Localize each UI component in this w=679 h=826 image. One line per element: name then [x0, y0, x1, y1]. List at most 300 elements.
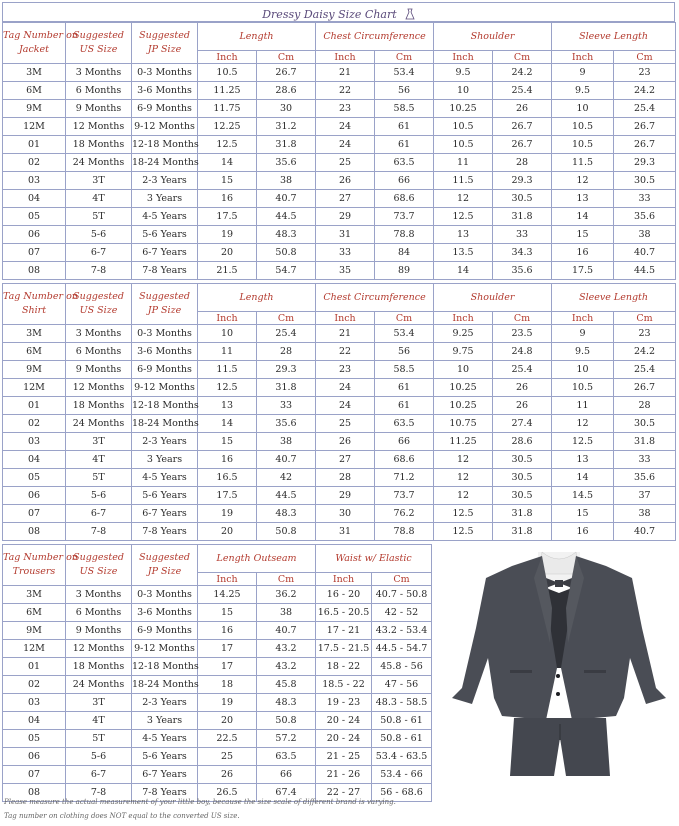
table-cell: 45.8 - 56 [372, 658, 432, 676]
table-cell: 68.6 [375, 451, 434, 469]
table-cell: 24.2 [493, 64, 552, 82]
table-cell: 66 [375, 433, 434, 451]
table-cell: 12 [434, 190, 493, 208]
table-cell: 26.7 [493, 118, 552, 136]
table-cell: 28.6 [257, 82, 316, 100]
table-row [3, 136, 676, 154]
table-cell: 16 [552, 244, 614, 262]
table-row [3, 379, 676, 397]
table-cell: 7-8 [66, 523, 132, 541]
table-cell: 07 [3, 505, 66, 523]
table-cell: 4T [66, 190, 132, 208]
chart-title-bar [2, 2, 675, 22]
shirt-rows [3, 325, 676, 541]
table-cell: 08 [3, 784, 66, 802]
table-cell: 9.5 [552, 343, 614, 361]
table-cell: 3M [3, 586, 66, 604]
jacket-size-table [2, 22, 676, 280]
table-cell: 40.7 [257, 451, 316, 469]
table-cell: 12.5 [434, 505, 493, 523]
table-cell: 4-5 Years [132, 730, 198, 748]
table-cell: 53.4 [375, 64, 434, 82]
table-row [3, 433, 676, 451]
table-cell: 9-12 Months [132, 379, 198, 397]
table-cell: 30.5 [493, 487, 552, 505]
table-cell: 25.4 [257, 325, 316, 343]
table-cell: 14 [552, 469, 614, 487]
table-cell: 05 [3, 469, 66, 487]
table-cell: 2-3 Years [132, 694, 198, 712]
table-cell: 35.6 [614, 469, 676, 487]
inch-unit-label: Inch [198, 312, 257, 325]
table-cell: 24 Months [66, 415, 132, 433]
table-cell: 53.4 [375, 325, 434, 343]
table-cell: 3-6 Months [132, 604, 198, 622]
table-cell: 11.25 [434, 433, 493, 451]
table-cell: 56 [375, 343, 434, 361]
table-cell: 35 [316, 262, 375, 280]
table-cell: 13.5 [434, 244, 493, 262]
table-cell: 50.8 [257, 244, 316, 262]
table-cell: 3 Months [66, 586, 132, 604]
sleeve-header: Sleeve Length [552, 284, 676, 312]
shirt-size-table [2, 283, 676, 541]
table-cell: 29.3 [257, 361, 316, 379]
table-cell: 50.8 [257, 712, 316, 730]
inch-unit-label: Inch [434, 51, 493, 64]
table-cell: 11.25 [198, 82, 257, 100]
table-row [3, 64, 676, 82]
table-cell: 50.8 - 61 [372, 730, 432, 748]
measurement-footnote: Please measure the actual measurement of your little boy, because the size scale of different brand is varying. [4, 798, 396, 806]
table-cell: 30.5 [493, 469, 552, 487]
table-cell: 63.5 [375, 154, 434, 172]
table-cell: 23 [614, 64, 676, 82]
table-cell: 12-18 Months [132, 136, 198, 154]
table-cell: 44.5 [257, 487, 316, 505]
table-cell: 3T [66, 172, 132, 190]
cm-unit-label: Cm [257, 51, 316, 64]
table-cell: 9-12 Months [132, 118, 198, 136]
table-cell: 14.5 [552, 487, 614, 505]
table-row [3, 505, 676, 523]
table-row [3, 640, 432, 658]
table-cell: 54.7 [257, 262, 316, 280]
table-row [3, 361, 676, 379]
table-cell: 10.75 [434, 415, 493, 433]
table-cell: 26.7 [614, 379, 676, 397]
table-cell: 9 [552, 325, 614, 343]
table-cell: 9.5 [434, 64, 493, 82]
table-cell: 06 [3, 226, 66, 244]
table-cell: 10.5 [552, 379, 614, 397]
table-cell: 16 [198, 622, 257, 640]
table-cell: 9 Months [66, 622, 132, 640]
length-outseam-header: Length Outseam [198, 545, 316, 573]
table-cell: 38 [614, 226, 676, 244]
table-cell: 12 [434, 451, 493, 469]
table-cell: 18 [198, 676, 257, 694]
table-cell: 42 - 52 [372, 604, 432, 622]
table-cell: 06 [3, 748, 66, 766]
cm-unit-label: Cm [493, 312, 552, 325]
table-cell: 28 [257, 343, 316, 361]
table-cell: 36.2 [257, 586, 316, 604]
table-cell: 01 [3, 658, 66, 676]
table-cell: 10 [198, 325, 257, 343]
cm-unit-label: Cm [257, 573, 316, 586]
table-cell: 43.2 [257, 640, 316, 658]
table-cell: 12 [552, 415, 614, 433]
table-cell: 07 [3, 244, 66, 262]
tag-number-footnote: Tag number on clothing does NOT equal to the converted US size. [4, 812, 240, 820]
table-cell: 6-7 [66, 244, 132, 262]
table-cell: 4T [66, 451, 132, 469]
table-cell: 31.8 [257, 136, 316, 154]
table-cell: 61 [375, 136, 434, 154]
table-row [3, 118, 676, 136]
table-cell: 3 Years [132, 451, 198, 469]
table-cell: 3-6 Months [132, 343, 198, 361]
table-row [3, 100, 676, 118]
table-cell: 6-7 [66, 766, 132, 784]
table-cell: 11 [434, 154, 493, 172]
table-cell: 61 [375, 397, 434, 415]
table-cell: 5T [66, 730, 132, 748]
table-cell: 16 - 20 [316, 586, 372, 604]
table-cell: 11.5 [198, 361, 257, 379]
table-cell: 22 - 27 [316, 784, 372, 802]
table-row [3, 226, 676, 244]
table-cell: 45.8 [257, 676, 316, 694]
table-cell: 35.6 [614, 208, 676, 226]
table-cell: 10.5 [434, 136, 493, 154]
table-cell: 14 [552, 208, 614, 226]
table-cell: 06 [3, 487, 66, 505]
table-cell: 01 [3, 136, 66, 154]
table-cell: 18 Months [66, 658, 132, 676]
table-cell: 35.6 [257, 154, 316, 172]
table-cell: 22 [316, 343, 375, 361]
cm-unit-label: Cm [493, 51, 552, 64]
table-cell: 15 [552, 226, 614, 244]
inch-unit-label: Inch [316, 51, 375, 64]
table-cell: 12-18 Months [132, 658, 198, 676]
table-cell: 08 [3, 262, 66, 280]
table-cell: 31.8 [493, 505, 552, 523]
table-cell: 28 [316, 469, 375, 487]
table-cell: 9M [3, 100, 66, 118]
table-cell: 40.7 - 50.8 [372, 586, 432, 604]
table-row [3, 694, 432, 712]
table-cell: 29 [316, 208, 375, 226]
table-cell: 25.4 [614, 361, 676, 379]
table-cell: 04 [3, 712, 66, 730]
table-cell: 63.5 [375, 415, 434, 433]
table-cell: 0-3 Months [132, 64, 198, 82]
table-cell: 2-3 Years [132, 433, 198, 451]
table-cell: 12 [434, 469, 493, 487]
table-cell: 26 [316, 172, 375, 190]
table-cell: 89 [375, 262, 434, 280]
table-cell: 21.5 [198, 262, 257, 280]
table-cell: 40.7 [614, 523, 676, 541]
table-cell: 3-6 Months [132, 82, 198, 100]
table-cell: 7-8 Years [132, 262, 198, 280]
table-cell: 42 [257, 469, 316, 487]
table-cell: 10 [552, 361, 614, 379]
table-cell: 27 [316, 190, 375, 208]
table-cell: 9M [3, 361, 66, 379]
table-cell: 3 Months [66, 64, 132, 82]
table-cell: 73.7 [375, 208, 434, 226]
cm-unit-label: Cm [375, 312, 434, 325]
table-cell: 5-6 [66, 748, 132, 766]
table-cell: 6-7 Years [132, 244, 198, 262]
us-size-header: Suggested US Size [66, 545, 132, 586]
table-cell: 58.5 [375, 100, 434, 118]
table-cell: 26 [493, 397, 552, 415]
table-cell: 28 [493, 154, 552, 172]
table-cell: 3 Years [132, 190, 198, 208]
tag-number-header: Tag Number on Shirt [3, 284, 66, 325]
table-cell: 6-7 Years [132, 505, 198, 523]
table-cell: 12M [3, 118, 66, 136]
table-cell: 48.3 [257, 505, 316, 523]
table-cell: 02 [3, 676, 66, 694]
table-row [3, 658, 432, 676]
table-cell: 12 [434, 487, 493, 505]
length-header: Length [198, 23, 316, 51]
inch-unit-label: Inch [552, 51, 614, 64]
boys-suit-image [442, 548, 676, 778]
table-cell: 15 [198, 604, 257, 622]
table-cell: 61 [375, 379, 434, 397]
table-cell: 23 [316, 361, 375, 379]
table-cell: 9 Months [66, 361, 132, 379]
jacket-rows [3, 64, 676, 280]
table-cell: 26 [198, 766, 257, 784]
table-cell: 01 [3, 397, 66, 415]
table-cell: 3T [66, 433, 132, 451]
table-row [3, 712, 432, 730]
table-cell: 84 [375, 244, 434, 262]
table-row [3, 676, 432, 694]
table-row [3, 730, 432, 748]
table-cell: 12.25 [198, 118, 257, 136]
table-cell: 26 [493, 100, 552, 118]
jp-size-header: Suggested JP Size [132, 284, 198, 325]
table-cell: 18-24 Months [132, 676, 198, 694]
tag-number-header: Tag Number on Trousers [3, 545, 66, 586]
table-cell: 5T [66, 469, 132, 487]
table-cell: 4-5 Years [132, 208, 198, 226]
table-cell: 78.8 [375, 226, 434, 244]
table-cell: 29 [316, 487, 375, 505]
table-cell: 33 [614, 190, 676, 208]
table-cell: 13 [552, 451, 614, 469]
table-cell: 7-8 Years [132, 523, 198, 541]
jp-size-header: Suggested JP Size [132, 545, 198, 586]
table-cell: 13 [198, 397, 257, 415]
table-cell: 07 [3, 766, 66, 784]
table-row [3, 415, 676, 433]
table-cell: 5-6 [66, 487, 132, 505]
chest-header: Chest Circumference [316, 23, 434, 51]
table-cell: 76.2 [375, 505, 434, 523]
table-cell: 35.6 [493, 262, 552, 280]
table-cell: 25 [198, 748, 257, 766]
table-cell: 26.7 [614, 136, 676, 154]
table-cell: 44.5 - 54.7 [372, 640, 432, 658]
table-cell: 22 [316, 82, 375, 100]
table-cell: 30 [257, 100, 316, 118]
table-cell: 44.5 [614, 262, 676, 280]
table-cell: 28 [614, 397, 676, 415]
table-row [3, 586, 432, 604]
table-cell: 3 Years [132, 712, 198, 730]
table-cell: 11 [552, 397, 614, 415]
table-cell: 6-9 Months [132, 100, 198, 118]
table-cell: 03 [3, 433, 66, 451]
table-cell: 48.3 - 58.5 [372, 694, 432, 712]
table-cell: 12M [3, 379, 66, 397]
table-cell: 40.7 [614, 244, 676, 262]
table-cell: 12 Months [66, 640, 132, 658]
table-row [3, 523, 676, 541]
table-cell: 9.75 [434, 343, 493, 361]
sleeve-header: Sleeve Length [552, 23, 676, 51]
table-cell: 04 [3, 190, 66, 208]
table-cell: 38 [257, 433, 316, 451]
table-cell: 26.5 [198, 784, 257, 802]
table-cell: 12 Months [66, 118, 132, 136]
table-cell: 14 [198, 154, 257, 172]
table-cell: 18 Months [66, 397, 132, 415]
table-cell: 19 [198, 226, 257, 244]
table-row [3, 154, 676, 172]
table-cell: 10.25 [434, 397, 493, 415]
table-row [3, 451, 676, 469]
table-cell: 73.7 [375, 487, 434, 505]
table-cell: 15 [552, 505, 614, 523]
table-cell: 24.8 [493, 343, 552, 361]
table-cell: 7-8 [66, 262, 132, 280]
table-cell: 20 [198, 712, 257, 730]
table-cell: 34.3 [493, 244, 552, 262]
table-cell: 26 [316, 433, 375, 451]
table-cell: 10 [552, 100, 614, 118]
table-cell: 3M [3, 325, 66, 343]
table-cell: 31.8 [493, 523, 552, 541]
table-cell: 35.6 [257, 415, 316, 433]
table-cell: 13 [434, 226, 493, 244]
table-cell: 17 [198, 640, 257, 658]
table-cell: 6-9 Months [132, 361, 198, 379]
cm-unit-label: Cm [257, 312, 316, 325]
table-cell: 28.6 [493, 433, 552, 451]
table-cell: 24 [316, 136, 375, 154]
table-cell: 23 [614, 325, 676, 343]
table-cell: 11.5 [552, 154, 614, 172]
table-cell: 25 [316, 154, 375, 172]
table-cell: 33 [493, 226, 552, 244]
table-cell: 25.4 [493, 82, 552, 100]
table-cell: 6-9 Months [132, 622, 198, 640]
table-cell: 17.5 [198, 208, 257, 226]
table-cell: 18 - 22 [316, 658, 372, 676]
inch-unit-label: Inch [198, 51, 257, 64]
table-cell: 6M [3, 82, 66, 100]
cm-unit-label: Cm [614, 312, 676, 325]
table-cell: 30.5 [614, 172, 676, 190]
table-row [3, 208, 676, 226]
table-cell: 6M [3, 604, 66, 622]
chest-header: Chest Circumference [316, 284, 434, 312]
table-cell: 04 [3, 451, 66, 469]
table-cell: 3T [66, 694, 132, 712]
table-cell: 17.5 - 21.5 [316, 640, 372, 658]
cm-unit-label: Cm [375, 51, 434, 64]
table-cell: 10.25 [434, 379, 493, 397]
table-cell: 50.8 [257, 523, 316, 541]
table-cell: 23 [316, 100, 375, 118]
table-cell: 66 [375, 172, 434, 190]
table-cell: 40.7 [257, 622, 316, 640]
table-cell: 3M [3, 64, 66, 82]
table-cell: 6-7 [66, 505, 132, 523]
table-cell: 9 [552, 64, 614, 82]
table-cell: 5-6 Years [132, 748, 198, 766]
table-cell: 33 [257, 397, 316, 415]
table-cell: 43.2 - 53.4 [372, 622, 432, 640]
table-cell: 24 [316, 379, 375, 397]
table-cell: 27.4 [493, 415, 552, 433]
table-cell: 31.8 [614, 433, 676, 451]
cm-unit-label: Cm [614, 51, 676, 64]
table-row [3, 343, 676, 361]
table-row [3, 325, 676, 343]
table-row [3, 766, 432, 784]
table-cell: 5-6 Years [132, 487, 198, 505]
table-cell: 30.5 [614, 415, 676, 433]
table-cell: 12.5 [434, 208, 493, 226]
table-cell: 18.5 - 22 [316, 676, 372, 694]
table-cell: 03 [3, 172, 66, 190]
table-cell: 31 [316, 523, 375, 541]
inch-unit-label: Inch [434, 312, 493, 325]
table-cell: 25 [316, 415, 375, 433]
table-cell: 37 [614, 487, 676, 505]
inch-unit-label: Inch [316, 573, 372, 586]
table-cell: 68.6 [375, 190, 434, 208]
table-cell: 18 Months [66, 136, 132, 154]
table-cell: 31.2 [257, 118, 316, 136]
table-cell: 20 [198, 244, 257, 262]
inch-unit-label: Inch [552, 312, 614, 325]
jp-size-header: Suggested JP Size [132, 23, 198, 64]
table-cell: 12-18 Months [132, 397, 198, 415]
table-cell: 66 [257, 766, 316, 784]
table-cell: 26.7 [614, 118, 676, 136]
table-cell: 13 [552, 190, 614, 208]
table-cell: 12 [552, 172, 614, 190]
table-row [3, 82, 676, 100]
table-cell: 10.5 [552, 136, 614, 154]
table-cell: 61 [375, 118, 434, 136]
table-cell: 56 - 68.6 [372, 784, 432, 802]
table-cell: 16.5 [198, 469, 257, 487]
